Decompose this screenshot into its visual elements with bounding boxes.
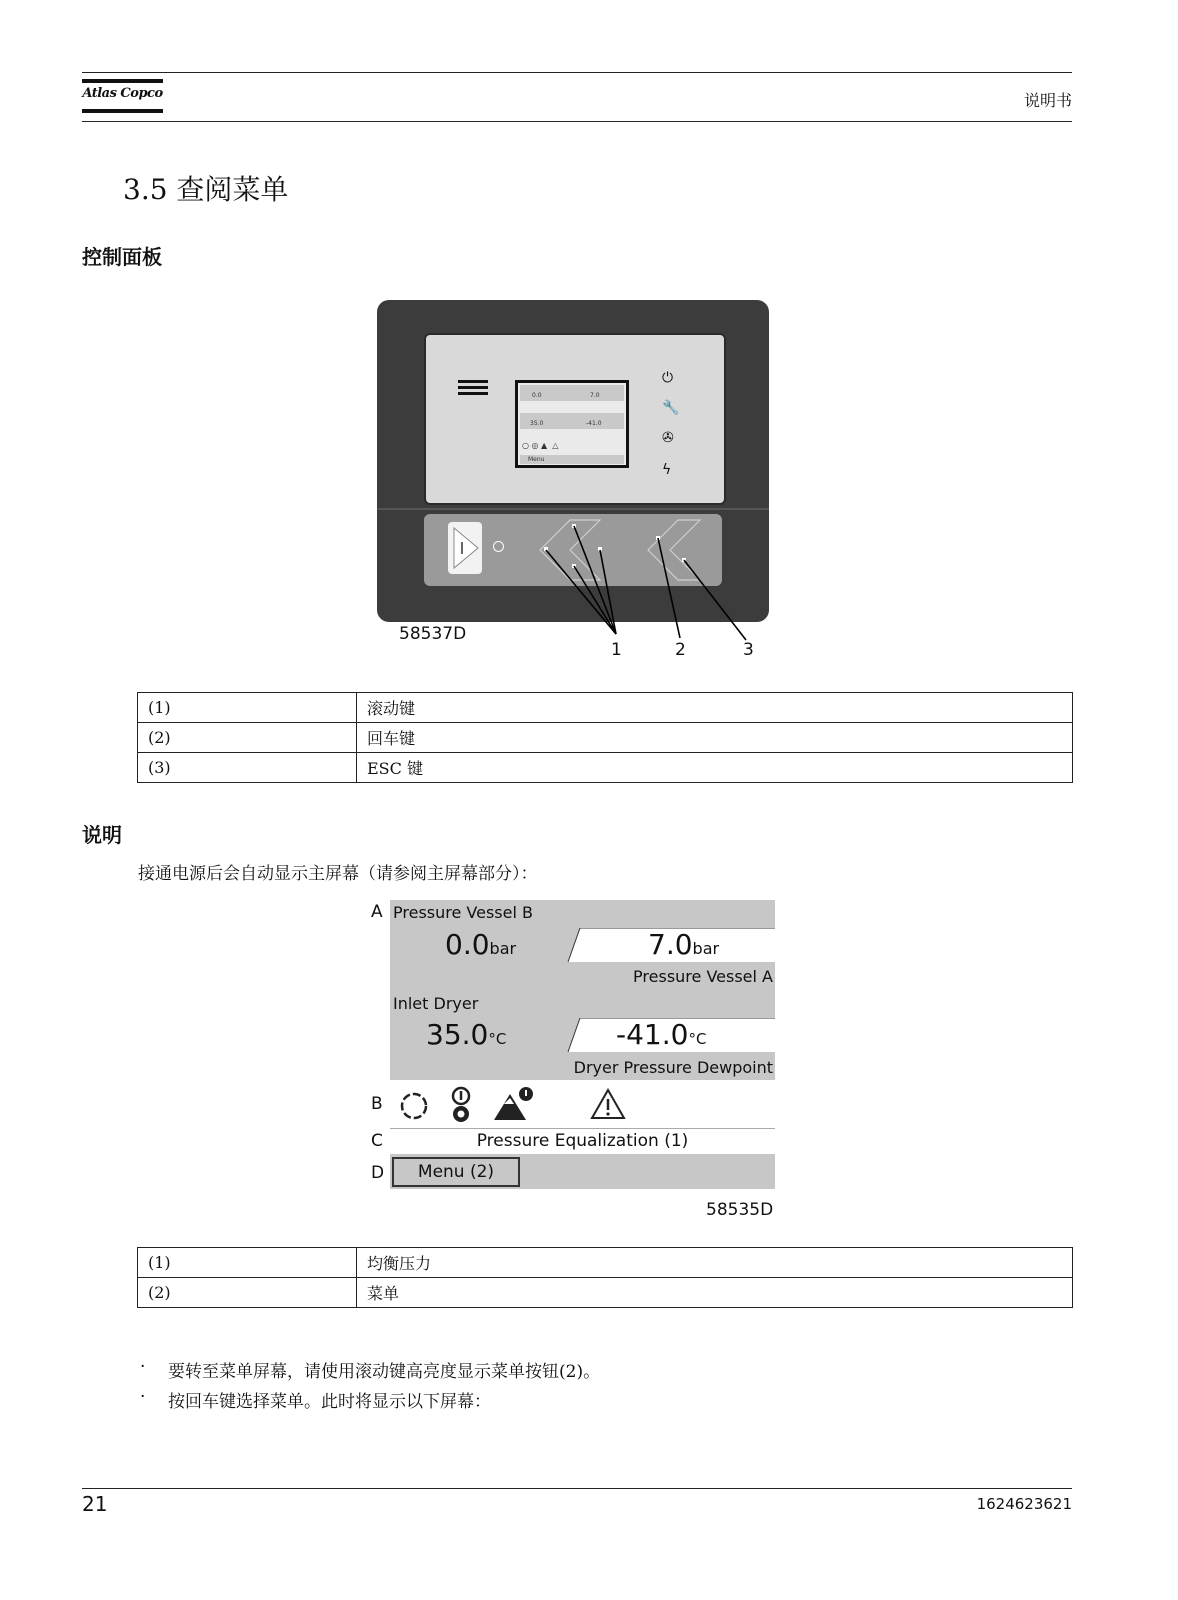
bullet-dot: · (140, 1387, 146, 1407)
description-text: 接通电源后会自动显示主屏幕（请参阅主屏幕部分）： (138, 864, 538, 884)
rotation-icon (398, 1090, 430, 1122)
lightning-icon: ϟ (662, 462, 672, 478)
callout-3: 3 (743, 640, 754, 660)
keys-legend-table (137, 692, 1073, 783)
inlet-value: 35.0°C (426, 1018, 507, 1051)
header-top-rule (82, 72, 1072, 73)
fan-icon: ✇ (662, 430, 674, 446)
screen-figure-id: 58535D (706, 1200, 774, 1220)
power-icon: ⏻ (662, 370, 674, 386)
control-panel-heading: 控制面板 (82, 245, 162, 269)
legend-label: ESC 键 (357, 753, 1073, 783)
table-row (138, 1248, 1073, 1278)
header-bottom-rule (82, 121, 1072, 122)
mini-left-top: 0.0 (532, 392, 542, 399)
vessel-a-value: 7.0bar (648, 928, 720, 961)
callout-1: 1 (611, 640, 622, 660)
mountain-alert-icon (492, 1086, 534, 1122)
panel-logo-icon (458, 380, 488, 396)
footer-rule (82, 1488, 1072, 1489)
motor-icon (450, 1086, 472, 1124)
table-row (138, 723, 1073, 753)
legend-num: (2) (138, 1278, 357, 1308)
row-letter-c: C (371, 1131, 383, 1151)
panel-figure-id: 58537D (399, 624, 467, 644)
panel-display (515, 380, 629, 468)
mini-left-mid: 35.0 (530, 420, 544, 427)
logo-top-bar (82, 79, 163, 83)
legend-label: 回车键 (357, 723, 1073, 753)
table-row (138, 753, 1073, 783)
vessel-b-label: Pressure Vessel B (393, 903, 533, 922)
stop-button-icon[interactable] (493, 541, 504, 552)
legend-num: (3) (138, 753, 357, 783)
status-text: Pressure Equalization (1) (476, 1131, 689, 1151)
wrench-icon: 🔧 (662, 400, 680, 416)
start-triangle-icon (448, 522, 482, 574)
brand-logo: Atlas Copco (82, 86, 163, 101)
logo-bottom-bar (82, 109, 163, 113)
bullet-2: 按回车键选择菜单。此时将显示以下屏幕： (168, 1392, 491, 1412)
dewpoint-value: -41.0°C (616, 1018, 707, 1051)
legend-num: (1) (138, 1248, 357, 1278)
row-letter-d: D (371, 1163, 385, 1183)
doc-type: 说明书 (1023, 91, 1072, 110)
page-number: 21 (82, 1492, 108, 1516)
legend-label: 均衡压力 (357, 1248, 1073, 1278)
bullet-dot: · (140, 1357, 146, 1377)
mini-icons: ○ ◎ ▲ △ (522, 441, 559, 450)
legend-label: 菜单 (357, 1278, 1073, 1308)
table-row (138, 1278, 1073, 1308)
doc-number: 1624623621 (976, 1495, 1072, 1513)
dewpoint-label: Dryer Pressure Dewpoint (573, 1058, 773, 1077)
callout-lines (520, 514, 780, 654)
panel-divider (377, 508, 769, 510)
row-letter-a: A (371, 902, 383, 922)
table-row (138, 693, 1073, 723)
bullet-1: 要转至菜单屏幕，请使用滚动键高亮度显示菜单按钮(2)。 (168, 1362, 601, 1382)
callout-2: 2 (675, 640, 686, 660)
vessel-b-value: 0.0bar (445, 928, 517, 961)
warning-icon (590, 1088, 626, 1120)
section-title: 3.5 查阅菜单 (123, 173, 289, 206)
screen-legend-table (137, 1247, 1073, 1308)
start-button[interactable] (448, 522, 482, 574)
mini-right-top: 7.0 (590, 392, 600, 399)
main-screen (390, 900, 775, 1190)
description-heading: 说明 (82, 823, 122, 847)
menu-button[interactable]: Menu (2) (392, 1157, 520, 1187)
legend-label: 滚动键 (357, 693, 1073, 723)
inlet-label: Inlet Dryer (393, 994, 479, 1013)
row-letter-b: B (371, 1094, 383, 1114)
mini-right-mid: -41.0 (586, 420, 602, 427)
legend-num: (2) (138, 723, 357, 753)
status-divider (390, 1128, 775, 1129)
vessel-a-label: Pressure Vessel A (633, 967, 773, 986)
mini-menu: Menu (528, 456, 545, 463)
legend-num: (1) (138, 693, 357, 723)
